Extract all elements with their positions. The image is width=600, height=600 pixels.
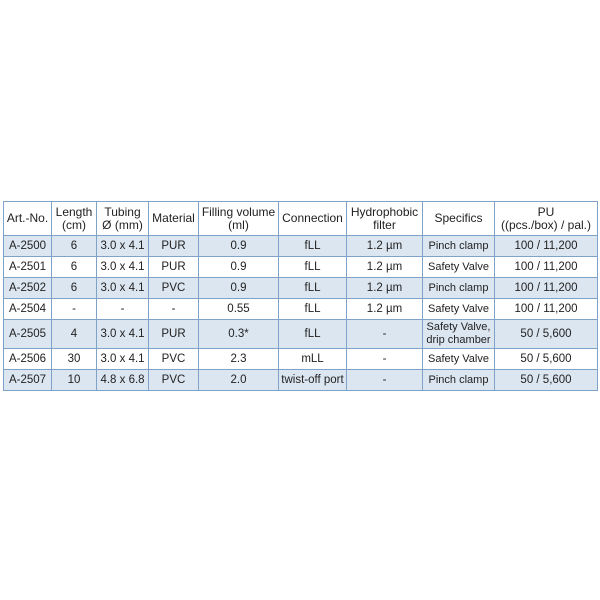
cell-tubing: 3.0 x 4.1	[97, 320, 149, 349]
cell-filling-volume: 0.3*	[199, 320, 279, 349]
cell-pu: 100 / 11,200	[495, 257, 598, 278]
cell-connection: fLL	[279, 320, 347, 349]
cell-tubing: -	[97, 299, 149, 320]
cell-art-no: A-2502	[4, 278, 52, 299]
cell-filling-volume: 0.9	[199, 278, 279, 299]
cell-connection: fLL	[279, 236, 347, 257]
cell-specifics: Pinch clamp	[423, 370, 495, 391]
cell-hydrophobic-filter: -	[347, 320, 423, 349]
cell-filling-volume: 2.0	[199, 370, 279, 391]
table-header-row	[4, 202, 598, 236]
cell-pu: 50 / 5,600	[495, 320, 598, 349]
cell-length: 4	[52, 320, 97, 349]
header-art-no: Art.-No.	[4, 202, 52, 236]
table-row	[4, 278, 598, 299]
table-row	[4, 257, 598, 278]
cell-hydrophobic-filter: 1.2 µm	[347, 236, 423, 257]
cell-tubing: 3.0 x 4.1	[97, 349, 149, 370]
cell-filling-volume: 0.9	[199, 257, 279, 278]
table-row	[4, 299, 598, 320]
cell-filling-volume: 0.9	[199, 236, 279, 257]
cell-art-no: A-2505	[4, 320, 52, 349]
header-tubing: Tubing Ø (mm)	[97, 202, 149, 236]
cell-connection: fLL	[279, 278, 347, 299]
cell-hydrophobic-filter: 1.2 µm	[347, 257, 423, 278]
header-material: Material	[149, 202, 199, 236]
cell-tubing: 3.0 x 4.1	[97, 278, 149, 299]
cell-length: -	[52, 299, 97, 320]
cell-pu: 100 / 11,200	[495, 236, 598, 257]
table-row	[4, 349, 598, 370]
cell-pu: 50 / 5,600	[495, 370, 598, 391]
cell-material: -	[149, 299, 199, 320]
cell-hydrophobic-filter: 1.2 µm	[347, 299, 423, 320]
cell-connection: fLL	[279, 299, 347, 320]
product-spec-table	[3, 201, 598, 391]
cell-length: 6	[52, 278, 97, 299]
cell-art-no: A-2504	[4, 299, 52, 320]
cell-specifics: Safety Valve	[423, 349, 495, 370]
cell-pu: 100 / 11,200	[495, 278, 598, 299]
cell-material: PUR	[149, 257, 199, 278]
cell-specifics: Safety Valve, drip chamber	[423, 320, 495, 349]
cell-tubing: 3.0 x 4.1	[97, 236, 149, 257]
cell-connection: fLL	[279, 257, 347, 278]
header-filling-volume: Filling volume (ml)	[199, 202, 279, 236]
cell-art-no: A-2507	[4, 370, 52, 391]
cell-material: PVC	[149, 370, 199, 391]
cell-specifics: Pinch clamp	[423, 278, 495, 299]
cell-art-no: A-2500	[4, 236, 52, 257]
cell-tubing: 4.8 x 6.8	[97, 370, 149, 391]
cell-filling-volume: 2.3	[199, 349, 279, 370]
cell-filling-volume: 0.55	[199, 299, 279, 320]
table-row	[4, 320, 598, 349]
cell-connection: twist-off port	[279, 370, 347, 391]
cell-connection: mLL	[279, 349, 347, 370]
cell-specifics: Safety Valve	[423, 257, 495, 278]
header-specifics: Specifics	[423, 202, 495, 236]
cell-pu: 100 / 11,200	[495, 299, 598, 320]
cell-hydrophobic-filter: 1.2 µm	[347, 278, 423, 299]
cell-material: PUR	[149, 320, 199, 349]
cell-specifics: Safety Valve	[423, 299, 495, 320]
cell-material: PVC	[149, 278, 199, 299]
cell-length: 6	[52, 257, 97, 278]
header-connection: Connection	[279, 202, 347, 236]
cell-tubing: 3.0 x 4.1	[97, 257, 149, 278]
cell-art-no: A-2506	[4, 349, 52, 370]
cell-hydrophobic-filter: -	[347, 370, 423, 391]
table-row	[4, 236, 598, 257]
cell-specifics: Pinch clamp	[423, 236, 495, 257]
cell-length: 6	[52, 236, 97, 257]
cell-art-no: A-2501	[4, 257, 52, 278]
cell-hydrophobic-filter: -	[347, 349, 423, 370]
cell-pu: 50 / 5,600	[495, 349, 598, 370]
cell-length: 30	[52, 349, 97, 370]
cell-material: PUR	[149, 236, 199, 257]
table-row	[4, 370, 598, 391]
header-length: Length (cm)	[52, 202, 97, 236]
cell-material: PVC	[149, 349, 199, 370]
header-hydrophobic-filter: Hydrophobic filter	[347, 202, 423, 236]
header-pu: PU ((pcs./box) / pal.)	[495, 202, 598, 236]
cell-length: 10	[52, 370, 97, 391]
